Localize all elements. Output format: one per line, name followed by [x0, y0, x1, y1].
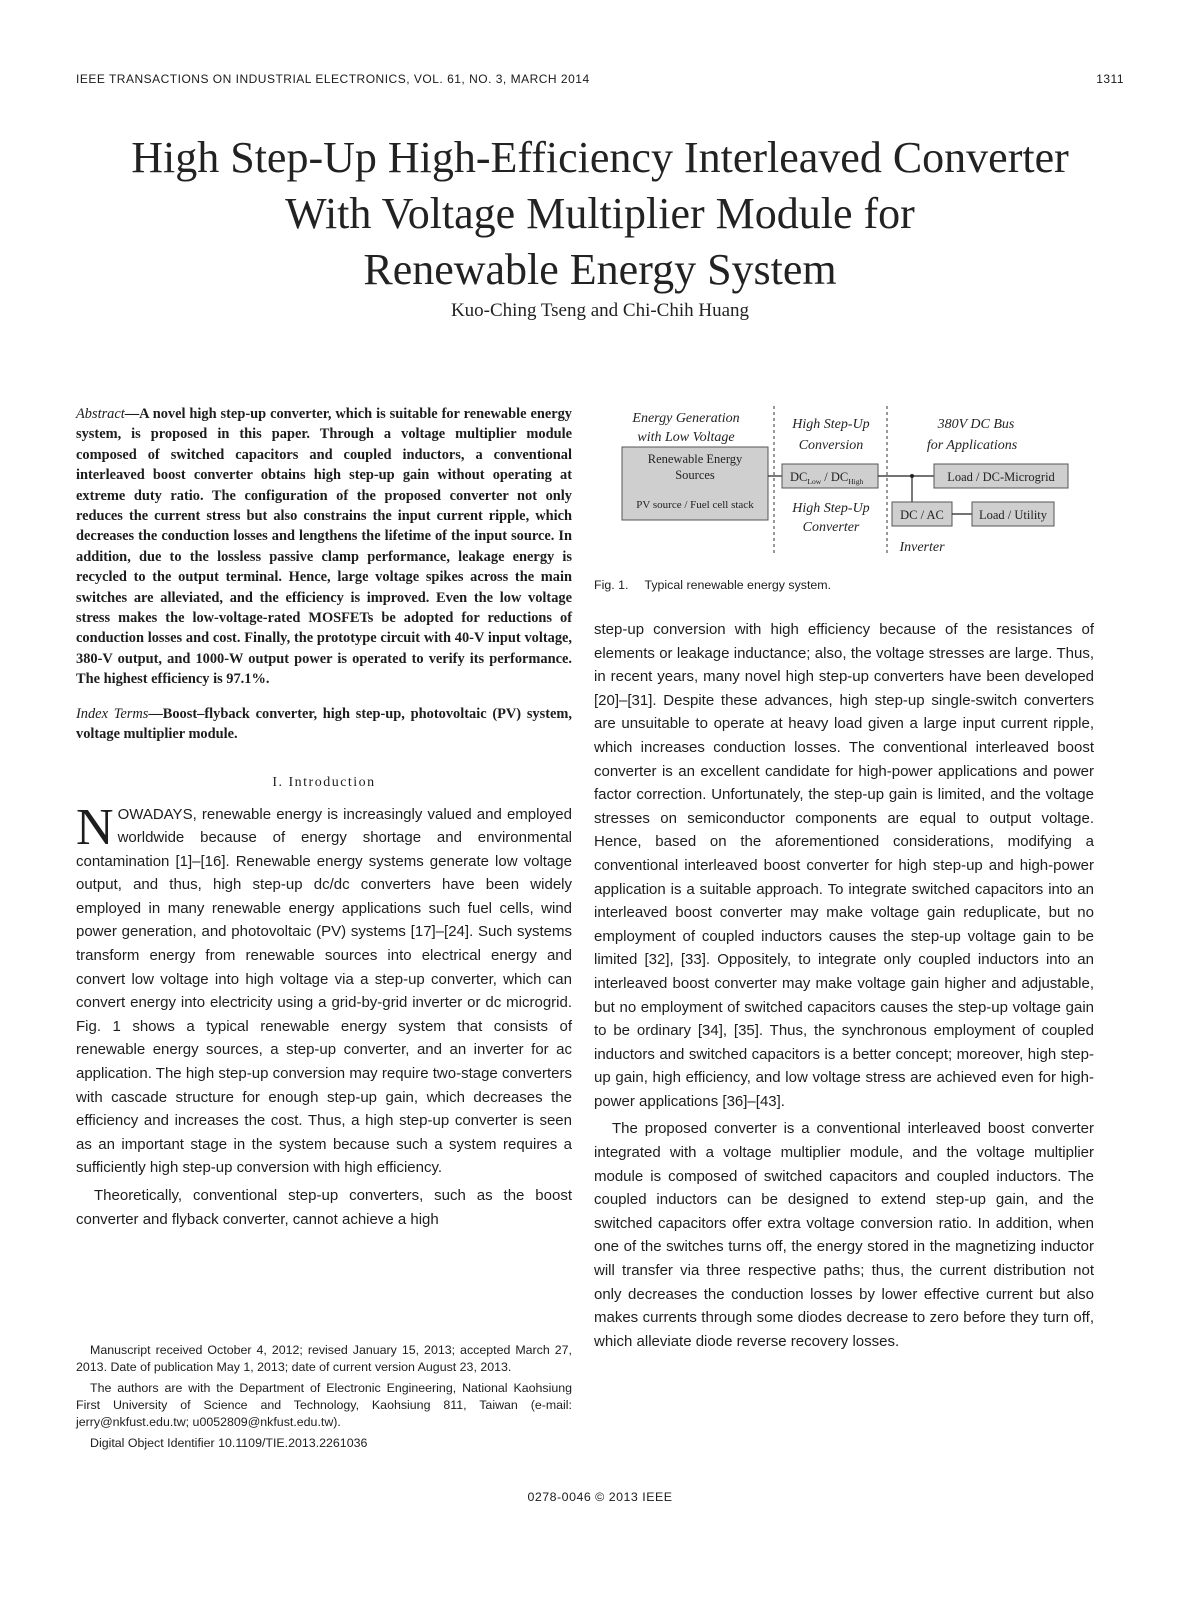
- converter-label-a: High Step-Up: [792, 501, 870, 516]
- load-utility-label: Load / Utility: [978, 508, 1048, 522]
- col1-title-a: Energy Generation: [632, 411, 740, 426]
- index-terms-text: Boost–flyback converter, high step-up, photovoltaic (PV) system, voltage multiplier module.: [76, 705, 572, 743]
- col3-title-b: for Applications: [926, 438, 1018, 453]
- index-terms: Index Terms—Boost–flyback converter, high step-up, photovoltaic (PV) system, voltage multiplier module.: [76, 705, 572, 743]
- left-column: [76, 404, 572, 1231]
- inverter-label: Inverter: [899, 540, 945, 555]
- abstract: Abstract—A novel high step-up converter, which is suitable for renewable energy system, is proposed in this paper. Through a voltage multiplier module composed of switched capacitors and coupled inductors, a conventional interleaved boost converter obtains high step-up gain without operating at extreme duty ratio. The configuration of the proposed converter not only reduces the current stress but also constrains the input current ripple, which decreases the conduction losses and lengthens the lifetime of the input source. In addition, due to the lossless passive clamp performance, leakage energy is recycled to the output terminal. Hence, large voltage spikes across the main switches are alleviated, and the efficiency is improved. Even the low voltage stress makes the low-voltage-rated MOSFETs be adopted for reductions of conduction losses and cost. Finally, the prototype circuit with 40-V input voltage, 380-V output, and 1000-W output power is operated to verify its performance. The highest efficiency is 97.1%.: [76, 406, 572, 688]
- footnote-doi: Digital Object Identifier 10.1109/TIE.2013.2261036: [90, 1436, 368, 1450]
- intro-paragraph-1: NOWADAYS, renewable energy is increasingly valued and employed worldwide because of energy shortage and environmental contamination [1]–[16]. Renewable energy systems generate low voltage output, and thus, high step-up dc/dc converters have been widely employed in many renewable energy applications such fuel cells, wind power generation, and photovoltaic (PV) systems [17]–[24]. Such systems transform energy from renewable sources into electrical energy and convert low voltage into high voltage via a step-up converter, which can convert energy into electricity using a grid-by-grid inverter or dc microgrid. Fig. 1 shows a typical renewable energy system that consists of renewable energy sources, a step-up converter, and an inverter for ac application. The high step-up conversion may require two-stage converters with cascade structure for enough step-up gain, which decreases the efficiency and increases the cost. Thus, a high step-up converter is seen as an important stage in the system because such a system requires a sufficiently high step-up conversion with high efficiency.: [76, 798, 572, 1177]
- col3-title-a: 380V DC Bus: [937, 417, 1015, 432]
- journal-name: IEEE TRANSACTIONS ON INDUSTRIAL ELECTRONICS, VOL. 61, NO. 3, MARCH 2014: [76, 72, 590, 86]
- sources-label-b: Sources: [675, 468, 715, 482]
- caption-label: Fig. 1.: [594, 578, 629, 592]
- sources-types: PV source / Fuel cell stack: [636, 499, 754, 511]
- caption-text: Typical renewable energy system.: [644, 578, 832, 592]
- col1-title-b: with Low Voltage: [637, 430, 735, 445]
- figure-1-diagram: [594, 404, 1094, 564]
- right-paragraph-1: step-up conversion with high efficiency because of the resistances of elements or leakage inductance; also, the voltage stresses are large. Thus, in recent years, many novel high step-up converters have been developed [20]–[31]. Despite these advances, high step-up single-switch converters are unsuitable to operate at heavy load given a large input current ripple, which increases conduction losses. The conventional interleaved boost converter is an excellent candidate for high-power applications and power factor correction. Unfortunately, the step-up gain is limited, and the voltage stresses on semiconductor components are equal to output voltage. Hence, based on the aforementioned considerations, modifying a conventional interleaved boost converter for high step-up and high-power application is a suitable approach. To integrate switched capacitors into an interleaved boost converter may make voltage gain reduplicate, but no employment of coupled inductors causes the step-up voltage gain to be limited [32], [33]. Oppositely, to integrate only coupled inductors into an interleaved boost converter may make voltage gain higher and adjustable, but no employment of switched capacitors causes the step-up voltage gain to be ordinary [34], [35]. Thus, the synchronous employment of coupled inductors and switched capacitors is a better concept; moreover, high step-up gain, high efficiency, and low voltage stress are achieved even for high-power applications [36]–[43].: [594, 621, 1094, 1110]
- converter-label-b: Converter: [802, 520, 860, 535]
- index-terms-lead: Index Terms: [76, 705, 149, 722]
- title-line-1: High Step-Up High-Efficiency Interleaved Converter: [131, 133, 1069, 182]
- drop-cap: N: [76, 798, 114, 856]
- right-column: [594, 618, 1094, 1353]
- paper-title: [60, 130, 1140, 298]
- dcdc-label: $DC_{Low} / DC_{High}$: [790, 470, 864, 486]
- copyright-footer: 0278-0046 © 2013 IEEE: [527, 1490, 673, 1504]
- right-paragraph-2: The proposed converter is a conventional interleaved boost converter integrated with a voltage multiplier module, and the voltage multiplier module is composed of switched capacitors and coupled inductors. The coupled inductors can be designed to extend step-up gain, and the switched capacitors offer extra voltage conversion ratio. In addition, when one of the switches turns off, the energy stored in the magnetizing inductor will transfer via three respective paths; thus, the current distribution not only decreases the conduction losses by lower effective current but also makes currents through some diodes decrease to zero before they turn off, which alleviate diode reverse recovery losses.: [594, 1120, 1094, 1350]
- footnote-manuscript: Manuscript received October 4, 2012; revised January 15, 2013; accepted March 27, 2013. Date of publication May 1, 2013; date of current version August 23, 2013.: [76, 1343, 572, 1374]
- load-dc-label: Load / DC-Microgrid: [947, 470, 1055, 484]
- sources-label-a: Renewable Energy: [647, 452, 743, 466]
- title-line-2: With Voltage Multiplier Module for: [285, 189, 915, 238]
- col2-title-b: Conversion: [798, 438, 864, 453]
- figure-1-caption: [594, 578, 1094, 592]
- page-number: 1311: [1096, 72, 1124, 86]
- intro-paragraph-2: Theoretically, conventional step-up converters, such as the boost converter and flyback converter, cannot achieve a high: [76, 1187, 572, 1228]
- abstract-text: A novel high step-up converter, which is suitable for renewable energy system, is proposed in this paper. Through a voltage multiplier module composed of switched capacitors and coupled inductors, a conventional interleaved boost converter obtains high step-up gain without operating at extreme duty ratio. The configuration of the proposed converter not only reduces the current stress but also constrains the input current ripple, which decreases the conduction losses and lengthens the lifetime of the input source. In addition, due to the lossless passive clamp performance, leakage energy is recycled to the output terminal. Hence, large voltage spikes across the main switches are alleviated, and the efficiency is improved. Even the low voltage stress makes the low-voltage-rated MOSFETs be adopted for reductions of conduction losses and cost. Finally, the prototype circuit with 40-V input voltage, 380-V output, and 1000-W output power is operated to verify its performance. The highest efficiency is 97.1%.: [76, 406, 572, 688]
- title-line-3: Renewable Energy System: [363, 245, 837, 294]
- bus-node: [910, 474, 914, 478]
- system-block-diagram: [594, 404, 1094, 564]
- col2-title-a: High Step-Up: [792, 417, 870, 432]
- author-list: Kuo-Ching Tseng and Chi-Chih Huang: [450, 300, 750, 321]
- running-header: [76, 72, 1124, 92]
- section-heading-introduction: I. Introduction: [272, 774, 376, 790]
- dcac-label: DC / AC: [900, 508, 944, 522]
- footnote-authors: The authors are with the Department of Electronic Engineering, National Kaohsiung First University of Science and Technology, Kaohsiung 811, Taiwan (e-mail: jerry@nkfust.edu.tw; u0052809@nkfust.edu.tw).: [76, 1381, 572, 1429]
- abstract-lead: Abstract: [76, 406, 125, 422]
- footnotes: [76, 1342, 572, 1452]
